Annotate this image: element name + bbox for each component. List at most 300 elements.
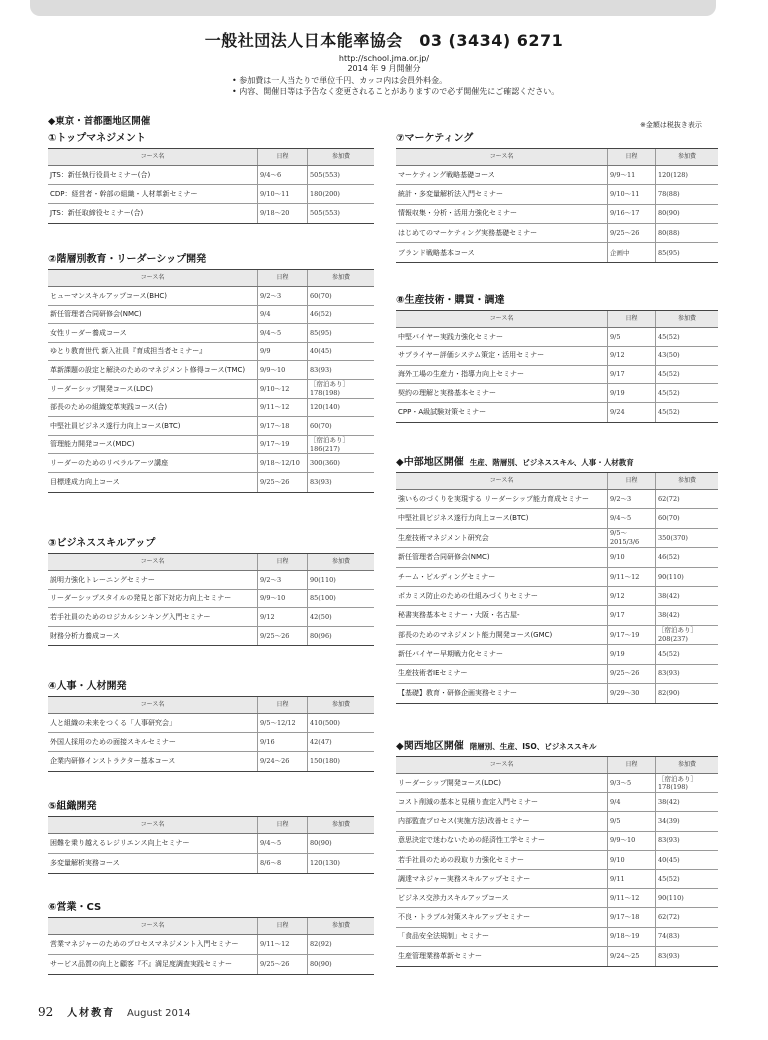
- table-row: [48, 204, 374, 223]
- table-row: [396, 568, 718, 587]
- column-header-date: 日程: [258, 270, 308, 286]
- course-table: [48, 148, 374, 224]
- table-header: [48, 270, 374, 287]
- course-fee: 62(72): [658, 913, 680, 922]
- column-header-name: コース名: [48, 817, 258, 833]
- course-date: 9/9: [258, 343, 308, 361]
- table-row: [48, 324, 374, 343]
- course-fee: 83(93): [658, 836, 680, 845]
- table-row: [48, 399, 374, 418]
- course-date: 9/18〜19: [608, 928, 656, 946]
- course-date: 9/9〜11: [608, 166, 656, 184]
- course-name: 財務分析力養成コース: [48, 627, 258, 646]
- course-fee: ［宿泊あり］208(237): [658, 626, 697, 643]
- course-name: 中堅社員ビジネス遂行力向上コース(BTC): [396, 509, 608, 527]
- table-row: [396, 403, 718, 422]
- column-header-fee: 参加費: [677, 152, 696, 160]
- course-fee: 60(70): [310, 421, 332, 430]
- course-date: 9/2〜3: [258, 287, 308, 305]
- course-name: リーダーシップスタイルの発見と部下対応力向上セミナー: [48, 590, 258, 608]
- course-date: 9/24: [608, 403, 656, 422]
- course-name: 不良・トラブル対策スキルアップセミナー: [396, 908, 608, 926]
- course-name: 革新課題の設定と解決のためのマネジメント修得コース(TMC): [48, 361, 258, 379]
- course-fee: 34(39): [658, 817, 680, 826]
- course-fee: 82(92): [310, 940, 332, 948]
- course-fee: 82(90): [658, 689, 680, 698]
- course-fee: 43(50): [658, 351, 680, 360]
- table-header: [396, 757, 718, 774]
- course-date: 9/5〜12/12: [258, 714, 308, 732]
- course-name: JTS：新任取締役セミナー(合): [48, 204, 258, 223]
- section-title-text: ②階層別教育・リーダーシップ開発: [48, 254, 207, 265]
- course-section-s4: [48, 680, 374, 772]
- course-date: 9/16: [258, 733, 308, 751]
- course-fee: 80(90): [310, 960, 332, 968]
- table-row: [48, 287, 374, 306]
- course-name: 新任バイヤー早期戦力化セミナー: [396, 645, 608, 663]
- course-name: 生産管理業務革新セミナー: [396, 947, 608, 966]
- table-row: [396, 490, 718, 509]
- course-date: 9/19: [608, 645, 656, 663]
- table-row: [396, 626, 718, 645]
- column-header-fee: 参加費: [331, 921, 350, 929]
- course-fee: 180(200): [310, 189, 340, 198]
- column-header-date: 日程: [608, 757, 656, 773]
- section-title-text: ④人事・人材開発: [48, 681, 127, 692]
- course-name: 部長のためのマネジメント能力開発コース(GMC): [396, 626, 608, 644]
- column-header-name: コース名: [396, 473, 608, 489]
- column-header-date: 日程: [258, 697, 308, 713]
- course-section-kansai: [396, 740, 718, 967]
- course-date: 9/5: [608, 328, 656, 346]
- course-fee: 90(110): [658, 572, 684, 581]
- course-fee: 90(110): [310, 575, 336, 584]
- column-header-name: コース名: [48, 149, 258, 165]
- course-name: 多変量解析実務コース: [48, 854, 258, 874]
- course-date: 9/25〜26: [258, 627, 308, 646]
- course-fee: 45(52): [658, 650, 680, 659]
- section-title: [48, 680, 374, 694]
- course-fee: 505(553): [310, 209, 340, 218]
- table-row: [396, 908, 718, 927]
- column-header-name: コース名: [48, 697, 258, 713]
- course-fee: 410(500): [310, 718, 340, 727]
- course-name: 内部監査プロセス(実施方法)改善セミナー: [396, 812, 608, 830]
- header-url[interactable]: http://school.jma.or.jp/: [338, 54, 430, 63]
- table-row: [396, 665, 718, 684]
- course-name: コスト削減の基本と見積り査定入門セミナー: [396, 793, 608, 811]
- table-row: [396, 243, 718, 262]
- column-header-date: 日程: [258, 554, 308, 570]
- column-header-fee: 参加費: [331, 700, 350, 708]
- course-name: 目標達成力向上コース: [48, 473, 258, 492]
- course-date: 9/25〜26: [608, 665, 656, 683]
- column-header-fee: 参加費: [331, 273, 350, 281]
- table-row: [396, 384, 718, 403]
- page-title: 一般社団法人日本能率協会 03 (3434) 6271: [204, 31, 564, 50]
- course-fee: 45(52): [658, 408, 680, 417]
- course-name: CPP・A級試験対策セミナー: [396, 403, 608, 422]
- course-fee: 40(45): [658, 855, 680, 864]
- table-row: [396, 832, 718, 851]
- table-header: [396, 311, 718, 328]
- table-row: [396, 366, 718, 385]
- course-fee: 45(52): [658, 332, 680, 341]
- course-fee: 80(96): [310, 631, 332, 640]
- course-date: 8/6〜8: [258, 854, 308, 874]
- course-date: 9/12: [608, 347, 656, 365]
- column-header-fee: 参加費: [677, 476, 696, 484]
- column-header-fee: 参加費: [331, 152, 350, 160]
- section-title-text: ①トップマネジメント: [48, 133, 146, 144]
- course-fee: 38(42): [658, 798, 680, 807]
- section-title-text: ◆中部地区開催: [396, 457, 464, 468]
- course-fee: 80(90): [310, 839, 332, 847]
- table-row: [48, 454, 374, 473]
- course-fee: 85(95): [658, 248, 680, 257]
- course-date: 9/17: [608, 606, 656, 624]
- course-fee: 505(553): [310, 170, 340, 179]
- course-date: 9/10: [608, 548, 656, 566]
- course-name: 若手社員のためのロジカルシンキング入門セミナー: [48, 608, 258, 626]
- table-row: [396, 774, 718, 793]
- section-title: [396, 456, 718, 470]
- course-date: 9/10〜11: [258, 185, 308, 203]
- course-date: 9/25〜26: [258, 955, 308, 975]
- table-row: [48, 854, 374, 874]
- table-row: [396, 205, 718, 224]
- section-title: [48, 253, 374, 267]
- course-name: リーダーシップ開発コース(LDC): [396, 774, 608, 792]
- table-row: [48, 166, 374, 185]
- course-name: 新任管理者合同研修会(NMC): [48, 306, 258, 324]
- header-as-of: 2014 年 9 月開催分: [347, 64, 421, 73]
- course-name: 困難を乗り越えるレジリエンス向上セミナー: [48, 834, 258, 853]
- section-title-text: ③ビジネススキルアップ: [48, 538, 156, 549]
- course-fee: 46(52): [658, 553, 680, 562]
- issue-date: August 2014: [126, 1008, 191, 1019]
- course-fee: 38(42): [658, 591, 680, 600]
- section-title: [48, 901, 374, 915]
- table-row: [48, 608, 374, 627]
- course-fee: 80(90): [658, 209, 680, 218]
- course-date: 9/17〜19: [258, 436, 308, 454]
- course-section-s5: [48, 800, 374, 874]
- course-date: 9/12: [258, 608, 308, 626]
- column-header-date: 日程: [258, 149, 308, 165]
- course-date: 9/24〜26: [258, 752, 308, 771]
- table-row: [48, 473, 374, 492]
- top-decorative-bar: [30, 0, 716, 16]
- table-row: [396, 793, 718, 812]
- column-header-date: 日程: [608, 149, 656, 165]
- section-title: [396, 132, 718, 146]
- column-header-name: コース名: [396, 757, 608, 773]
- section-title: [48, 800, 374, 814]
- course-date: 9/4〜5: [608, 509, 656, 527]
- table-row: [48, 343, 374, 362]
- course-fee: 38(42): [658, 611, 680, 620]
- course-name: 女性リーダー養成コース: [48, 324, 258, 342]
- column-header-name: コース名: [48, 270, 258, 286]
- table-row: [396, 587, 718, 606]
- table-row: [396, 928, 718, 947]
- course-table: [48, 269, 374, 493]
- course-date: 9/16〜17: [608, 205, 656, 223]
- course-date: 9/19: [608, 384, 656, 402]
- region-tokyo-heading: ◆東京・首都圏地区開催: [48, 116, 151, 127]
- column-header-fee: 参加費: [677, 760, 696, 768]
- course-date: 9/3〜5: [608, 774, 656, 792]
- course-fee: 83(93): [658, 952, 680, 961]
- course-fee: 120(140): [310, 403, 340, 412]
- course-date: 9/12: [608, 587, 656, 605]
- table-row: [396, 645, 718, 664]
- course-name: 人と組織の未来をつくる「人事研究会」: [48, 714, 258, 732]
- course-date: 9/25〜26: [608, 224, 656, 242]
- table-row: [48, 590, 374, 609]
- course-date: 9/2〜3: [258, 571, 308, 589]
- course-name: 説明力強化トレーニングセミナー: [48, 571, 258, 589]
- table-header: [48, 697, 374, 714]
- tax-note: ※金額は税抜き表示: [640, 121, 702, 129]
- table-row: [396, 166, 718, 185]
- course-name: 海外工場の生産力・指導力向上セミナー: [396, 366, 608, 384]
- course-date: 9/2〜3: [608, 490, 656, 508]
- table-row: [396, 185, 718, 204]
- course-date: 9/11〜12: [258, 935, 308, 954]
- course-date: 9/17〜19: [608, 626, 656, 644]
- course-name: サービス品質の向上と顧客『不』満足度調査実践セミナー: [48, 955, 258, 975]
- column-header-date: 日程: [608, 311, 656, 327]
- course-date: 9/5: [608, 812, 656, 830]
- course-fee: 42(50): [310, 612, 332, 621]
- table-row: [48, 417, 374, 436]
- course-fee: 45(52): [658, 370, 680, 379]
- course-fee: ［宿泊あり］178(198): [658, 774, 697, 792]
- course-name: 新任管理者合同研修会(NMC): [396, 548, 608, 566]
- table-row: [48, 361, 374, 380]
- course-name: ヒューマンスキルアップコース(BHC): [48, 287, 258, 305]
- course-date: 9/9〜10: [258, 361, 308, 379]
- course-fee: 83(93): [310, 477, 332, 486]
- column-header-fee: 参加費: [331, 557, 350, 565]
- course-section-s7: [396, 132, 718, 263]
- course-fee: 83(93): [658, 669, 680, 678]
- section-title-text: ⑦マーケティング: [396, 133, 474, 144]
- course-date: 9/24〜25: [608, 947, 656, 966]
- course-table: [396, 756, 718, 967]
- course-date: 9/29〜30: [608, 684, 656, 703]
- course-fee: 83(93): [310, 365, 332, 374]
- table-row: [396, 812, 718, 831]
- course-date: 9/5〜2015/3/6: [608, 529, 656, 547]
- course-date: 9/4〜5: [258, 834, 308, 853]
- course-table: [48, 917, 374, 975]
- course-fee: 62(72): [658, 494, 680, 503]
- course-date: 9/4: [258, 306, 308, 324]
- section-subtitle: 階層別、生産、ISO、ビジネススキル: [469, 742, 597, 751]
- table-row: [48, 185, 374, 204]
- course-fee: 85(95): [310, 328, 332, 337]
- section-title-text: ⑧生産技術・購買・調達: [396, 295, 505, 306]
- course-section-s3: [48, 537, 374, 646]
- table-header: [48, 918, 374, 935]
- course-date: 9/10〜11: [608, 185, 656, 203]
- course-date: 9/4〜6: [258, 166, 308, 184]
- course-fee: 120(130): [310, 859, 340, 867]
- course-table: [48, 816, 374, 874]
- table-row: [48, 935, 374, 955]
- table-header: [48, 554, 374, 571]
- course-date: 9/4: [608, 793, 656, 811]
- course-fee: 350(370): [658, 533, 688, 542]
- course-date: 9/9〜10: [608, 832, 656, 850]
- course-name: 企業内研修インストラクター基本コース: [48, 752, 258, 771]
- course-name: 管理能力開発コース(MDC): [48, 436, 258, 454]
- table-row: [48, 306, 374, 325]
- course-fee: 90(110): [658, 893, 684, 902]
- course-date: 9/17〜18: [608, 908, 656, 926]
- table-row: [396, 224, 718, 243]
- course-fee: 45(52): [658, 389, 680, 398]
- course-name: JTS：新任執行役員セミナー(合): [48, 166, 258, 184]
- course-date: 9/11: [608, 870, 656, 888]
- course-date: 企画中: [608, 243, 656, 262]
- course-date: 9/10〜12: [258, 380, 308, 398]
- course-fee: 60(70): [310, 291, 332, 300]
- column-header-fee: 参加費: [331, 820, 350, 828]
- course-name: 生産技術マネジメント研究会: [396, 529, 608, 547]
- table-row: [396, 347, 718, 366]
- section-title-text: ⑥営業・CS: [48, 902, 102, 913]
- course-date: 9/25〜26: [258, 473, 308, 492]
- course-name: リーダーのためのリベラルアーツ講座: [48, 454, 258, 472]
- course-name: 秘書実務基本セミナー・大阪・名古屋-: [396, 606, 608, 624]
- table-row: [396, 548, 718, 567]
- course-fee: 80(88): [658, 228, 680, 237]
- course-date: 9/4〜5: [258, 324, 308, 342]
- course-section-s8: [396, 294, 718, 423]
- course-name: ブランド戦略基本コース: [396, 243, 608, 262]
- table-row: [396, 684, 718, 703]
- table-header: [396, 473, 718, 490]
- course-section-s6: [48, 901, 374, 975]
- magazine-name: 人材教育: [67, 1008, 116, 1019]
- course-name: 「食品安全法規制」セミナー: [396, 928, 608, 946]
- course-section-chubu: [396, 456, 718, 704]
- course-fee: 60(70): [658, 514, 680, 523]
- course-name: 部長のための組織変革実践コース(合): [48, 399, 258, 417]
- course-fee: 42(47): [310, 737, 332, 746]
- section-title: [48, 132, 374, 146]
- course-date: 9/18〜20: [258, 204, 308, 223]
- column-header-date: 日程: [608, 473, 656, 489]
- header-info: [0, 54, 768, 74]
- table-row: [396, 947, 718, 966]
- course-fee: 74(83): [658, 932, 680, 941]
- table-row: [48, 380, 374, 399]
- course-table: [396, 148, 718, 263]
- course-name: CDP：経営者・幹部の組織・人材革新セミナー: [48, 185, 258, 203]
- header-note: • 内容、開催日等は予告なく変更されることがありますので必ず開催先にご確認ください。: [232, 86, 560, 96]
- table-row: [396, 328, 718, 347]
- course-name: ビジネス交渉力スキルアップコース: [396, 889, 608, 907]
- table-header: [396, 149, 718, 166]
- course-name: ゆとり教育世代 新入社員『育成担当者セミナー』: [48, 343, 258, 361]
- course-date: 9/10: [608, 851, 656, 869]
- course-date: 9/18〜12/10: [258, 454, 308, 472]
- table-row: [396, 529, 718, 548]
- course-name: 若手社員のための段取り力強化セミナー: [396, 851, 608, 869]
- header-notes: [232, 76, 559, 97]
- course-fee: 85(100): [310, 594, 336, 602]
- table-row: [48, 955, 374, 975]
- table-header: [48, 149, 374, 166]
- section-title: [396, 294, 718, 308]
- table-header: [48, 817, 374, 834]
- column-header-name: コース名: [48, 918, 258, 934]
- course-name: 契約の理解と実務基本セミナー: [396, 384, 608, 402]
- course-name: サプライヤー評価システム策定・活用セミナー: [396, 347, 608, 365]
- section-title: [48, 537, 374, 551]
- page-number: 92: [38, 1005, 54, 1019]
- table-row: [48, 733, 374, 752]
- course-name: 統計・多変量解析法入門セミナー: [396, 185, 608, 203]
- course-fee: 40(45): [310, 347, 332, 356]
- course-fee: 46(52): [310, 310, 332, 319]
- table-row: [48, 436, 374, 455]
- course-name: チーム・ビルディングセミナー: [396, 568, 608, 586]
- course-section-s1: [48, 132, 374, 224]
- course-name: 中堅バイヤー実践力強化セミナー: [396, 328, 608, 346]
- course-date: 9/17〜18: [258, 417, 308, 435]
- course-date: 9/11〜12: [258, 399, 308, 417]
- table-row: [396, 851, 718, 870]
- course-fee: 300(360): [310, 458, 340, 467]
- course-table: [396, 310, 718, 423]
- course-name: マーケティング戦略基礎コース: [396, 166, 608, 184]
- column-header-date: 日程: [258, 918, 308, 934]
- column-header-date: 日程: [258, 817, 308, 833]
- course-date: 9/17: [608, 366, 656, 384]
- course-name: 生産技術者IEセミナー: [396, 665, 608, 683]
- section-subtitle: 生産、階層別、ビジネススキル、人事・人材教育: [469, 458, 634, 467]
- course-fee: 45(52): [658, 874, 680, 883]
- course-table: [396, 472, 718, 704]
- course-fee: 150(180): [310, 757, 340, 766]
- column-header-name: コース名: [396, 311, 608, 327]
- table-row: [48, 752, 374, 771]
- table-row: [48, 834, 374, 854]
- course-name: 情報収集・分析・活用力強化セミナー: [396, 205, 608, 223]
- course-date: 9/9〜10: [258, 590, 308, 608]
- section-title-text: ⑤組織開発: [48, 801, 97, 812]
- course-date: 9/11〜12: [608, 889, 656, 907]
- table-row: [48, 627, 374, 646]
- course-name: 調達マネジャー実務スキルアップセミナー: [396, 870, 608, 888]
- course-fee: ［宿泊あり］186(217): [310, 436, 349, 453]
- table-row: [396, 889, 718, 908]
- course-fee: ［宿泊あり］178(198): [310, 380, 349, 397]
- course-name: 外国人採用のための面接スキルセミナー: [48, 733, 258, 751]
- course-table: [48, 696, 374, 772]
- course-name: 強いものづくりを実現する リーダーシップ能力育成セミナー: [396, 490, 608, 508]
- course-date: 9/11〜12: [608, 568, 656, 586]
- course-section-s2: [48, 253, 374, 493]
- course-name: リーダーシップ開発コース(LDC): [48, 380, 258, 398]
- table-row: [396, 870, 718, 889]
